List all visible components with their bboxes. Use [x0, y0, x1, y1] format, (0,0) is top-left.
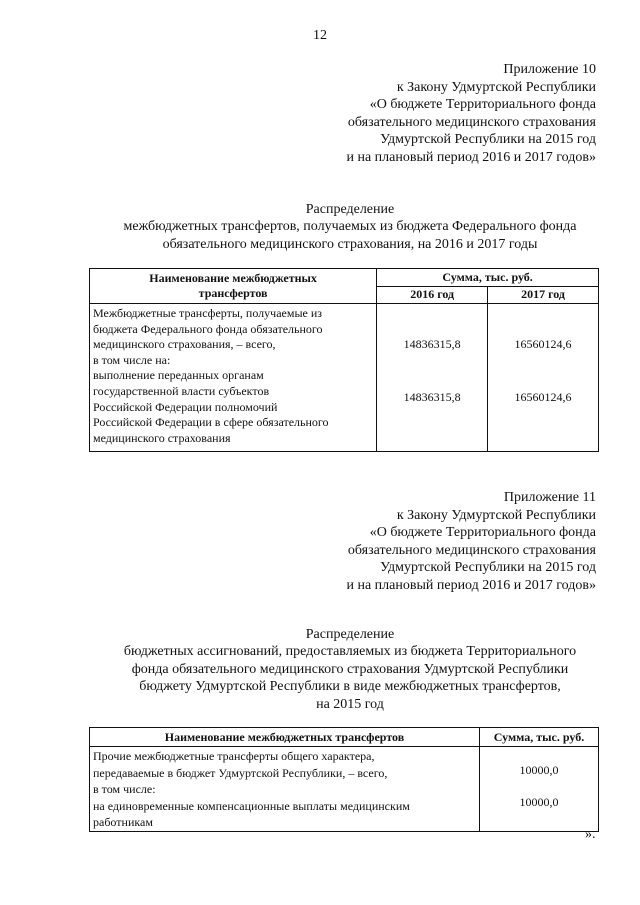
annex-11-line: обязательного медицинского страхования — [347, 542, 596, 558]
annex-11-table — [89, 727, 599, 832]
row-name-line: бюджета Федерального фонда обязательного — [93, 321, 323, 336]
row-name-cell — [90, 747, 480, 832]
row-name-line: в том числе на: — [93, 352, 171, 367]
row-name-line: Прочие межбюджетные трансферты общего характера, — [93, 749, 375, 763]
table-header-row — [90, 728, 599, 747]
table-row — [90, 747, 599, 832]
value-2016-cell — [377, 304, 488, 452]
annex-10-line: к Закону Удмуртской Республики — [396, 79, 596, 95]
header-name-line: трансфертов — [198, 286, 268, 300]
annex-11-line: Приложение 11 — [503, 490, 596, 505]
title-line: обязательного медицинского страхования, на 2016 и 2017 годы — [162, 236, 538, 252]
total-value: 10000,0 — [519, 763, 559, 777]
header-name-cell — [90, 269, 377, 304]
header-name-cell: Наименование межбюджетных трансфертов — [90, 728, 480, 747]
row-name-line: государственной власти субъектов — [93, 383, 270, 398]
row-name-line: Российской Федерации полномочий — [93, 399, 278, 414]
row-name-line: на единовременные компенсационные выплаты медицинским — [93, 798, 410, 813]
header-year-2017: 2017 год — [488, 286, 599, 304]
sub-value: 10000,0 — [519, 795, 559, 809]
table-row — [90, 304, 599, 452]
annex-10-table — [89, 268, 599, 452]
value-2017-cell — [488, 304, 599, 452]
annex-10-line: «О бюджете Территориального фонда — [369, 97, 596, 113]
sub-2016-value: 14836315,8 — [403, 390, 461, 404]
row-name-line: Межбюджетные трансферты, получаемые из — [93, 306, 322, 320]
row-name-line: работникам — [93, 815, 153, 830]
annex-11-title — [60, 626, 640, 713]
annex-10-header — [346, 61, 596, 167]
row-name-line: в том числе: — [93, 782, 156, 797]
row-name-cell — [90, 304, 377, 452]
annex-10-line: обязательного медицинского страхования — [347, 114, 596, 130]
page-number: 12 — [313, 28, 327, 43]
annex-11-line: и на плановый период 2016 и 2017 годов» — [346, 577, 596, 593]
row-name-line: медицинского страхования, – всего, — [93, 337, 276, 352]
title-line: бюджетных ассигнований, предоставляемых из бюджета Территориального — [123, 644, 577, 660]
annex-10-line: Приложение 10 — [503, 62, 596, 77]
annex-11-line: «О бюджете Территориального фонда — [369, 525, 596, 541]
row-name-line: передаваемые в бюджет Удмуртской Республики, – всего, — [93, 765, 388, 780]
header-name-line: Наименование межбюджетных — [149, 271, 317, 285]
row-name-line: выполнение переданных органам — [93, 368, 264, 383]
closing-quote-mark: ». — [585, 827, 596, 842]
header-year-2016: 2016 год — [377, 286, 488, 304]
row-name-line: медицинского страхования — [93, 430, 231, 445]
title-line: на 2015 год — [316, 696, 384, 712]
title-line: Распределение — [305, 202, 395, 217]
title-line: Распределение — [305, 627, 395, 642]
header-sum-cell: Сумма, тыс. руб. — [480, 728, 599, 747]
header-sum-cell: Сумма, тыс. руб. — [377, 269, 599, 287]
annex-10-line: Удмуртской Республики на 2015 год — [380, 132, 596, 148]
title-line: бюджету Удмуртской Республики в виде межбюджетных трансфертов, — [139, 679, 561, 695]
total-2017-value: 16560124,6 — [514, 337, 572, 351]
annex-10-line: и на плановый период 2016 и 2017 годов» — [346, 149, 596, 165]
annex-10-title — [60, 201, 640, 253]
annex-11-line: к Закону Удмуртской Республики — [396, 507, 596, 523]
title-line: межбюджетных трансфертов, получаемых из бюджета Федерального фонда — [123, 219, 577, 235]
sub-2017-value: 16560124,6 — [514, 390, 572, 404]
value-cell — [480, 747, 599, 832]
table-header-row — [90, 269, 599, 287]
row-name-line: Российской Федерации в сфере обязательного — [93, 415, 329, 430]
title-line: фонда обязательного медицинского страхования Удмуртской Республики — [131, 661, 569, 677]
total-2016-value: 14836315,8 — [403, 337, 461, 351]
annex-11-header — [346, 489, 596, 595]
annex-11-line: Удмуртской Республики на 2015 год — [380, 560, 596, 576]
